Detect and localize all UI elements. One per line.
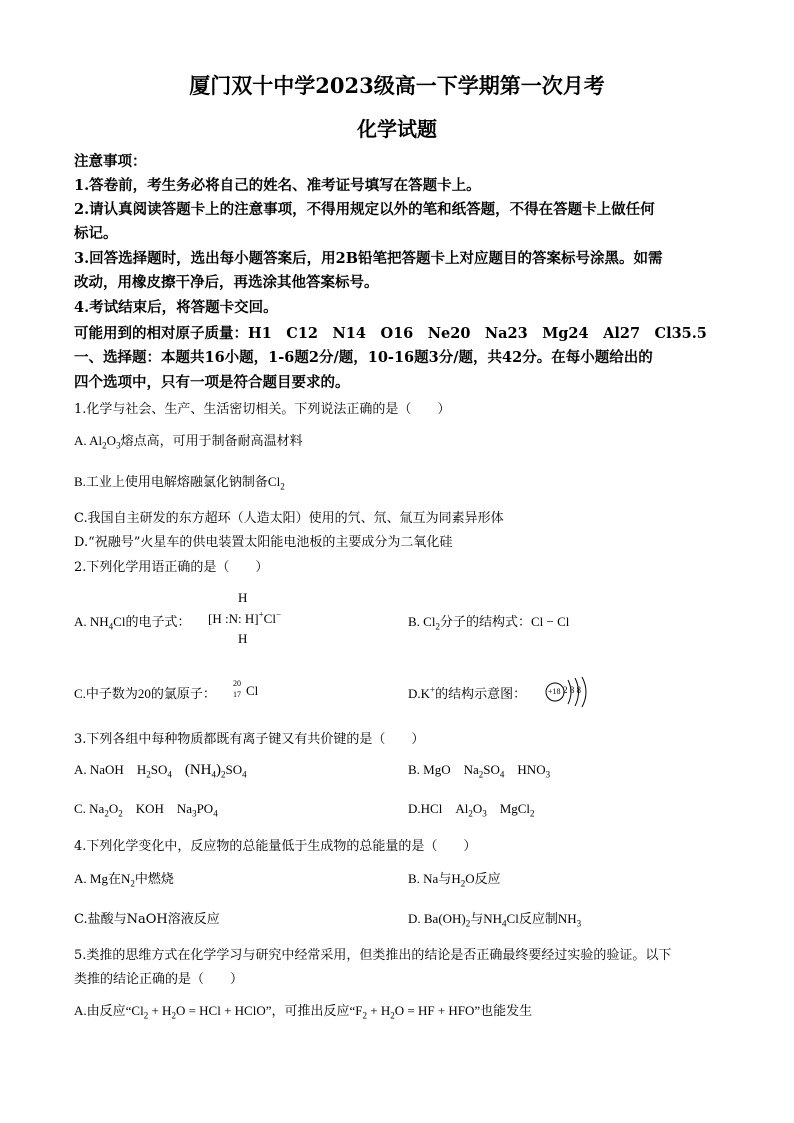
exam-title: 厦门双十中学2023级高一下学期第一次月考 [189, 73, 605, 98]
question-1-option-a: A. $Al_2O_3$熔点高，可用于制备耐高温材料 [74, 433, 303, 451]
question-2-option-b: B. $Cl_2$分子的结构式：Cl − Cl [408, 614, 570, 632]
shell-arc-3 [582, 677, 586, 707]
electron-formula: [H :N: H]+Cl− [208, 609, 282, 626]
question-5-option-a: A.由反应“$Cl_2 + H_2O$ = HCl + HClO”，可推出反应“$F_2 + H_2O$ = HF + HFO”也能发生 [74, 1003, 533, 1021]
note-1: 1.答卷前，考生务必将自己的姓名、准考证号填写在答题卡上。 [74, 177, 481, 194]
question-3-option-a: A. NaOH $H_2SO_4$ $(NH_4)_2SO_4$ [74, 762, 247, 780]
notes-heading: 注意事项： [74, 153, 147, 170]
question-5-stem-line-1: 5.类推的思维方式在化学学习与研究中经常采用，但类推出的结论是否正确最终要经过实验的验证。以下 [74, 948, 672, 963]
question-1-stem: 1.化学与社会、生产、生活密切相关。下列说法正确的是（ ） [74, 402, 451, 417]
nucleus-charge: +18 [548, 687, 561, 696]
note-2-line-2: 标记。 [74, 225, 118, 242]
question-2-option-c: C.中子数为20的氯原子： [74, 686, 216, 701]
question-4-option-b: B. Na与$H_2O$反应 [408, 871, 501, 889]
question-3-stem: 3.下列各组中每种物质都既有离子键又有共价键的是（ ） [74, 732, 425, 747]
section-heading-line-2: 四个选项中，只有一项是符合题目要求的。 [74, 374, 350, 391]
note-3-line-2: 改动，用橡皮擦干净后，再选涂其他答案标号。 [74, 274, 379, 291]
section-heading-line-1: 一、选择题：本题共16小题，1-6题2分/题，10-16题3分/题，共42分。在每小题给出的 [74, 349, 653, 366]
note-3-line-1: 3.回答选择题时，选出每小题答案后，用2B铅笔把答题卡上对应题目的答案标号涂黑。如需 [74, 250, 663, 267]
question-4-option-a: A. Mg在$N_2$中燃烧 [74, 871, 174, 889]
question-2-option-d: D.K+的结构示意图： [408, 684, 527, 701]
electron-formula-bottom-h: H [238, 631, 248, 646]
question-3-option-c: C. $Na_2O_2$ KOH $Na_3PO_4$ [74, 801, 218, 819]
question-1-option-c: C.我国自主研发的东方超环（人造太阳）使用的氕、氘、氚互为同素异形体 [74, 511, 504, 526]
question-1-option-b: B.工业上使用电解熔融氯化钠制备$Cl_2$ [74, 474, 285, 492]
note-2-line-1: 2.请认真阅读答题卡上的注意事项，不得用规定以外的笔和纸答题，不得在答题卡上做任何 [74, 201, 655, 218]
note-4: 4.考试结束后，将答题卡交回。 [74, 299, 278, 316]
question-4-stem: 4.下列化学变化中，反应物的总能量低于生成物的总能量的是（ ） [74, 839, 477, 854]
isotope-symbol: Cl [246, 683, 259, 698]
question-2-stem: 2.下列化学用语正确的是（ ） [74, 560, 269, 575]
electron-formula-top-h: H [238, 590, 248, 605]
isotope-mass-number: 20 [233, 679, 241, 688]
question-2-option-a: A. $NH_4Cl$的电子式： [74, 614, 191, 632]
shell-electrons: 2 8 8 [563, 685, 581, 695]
question-4-option-d: D. $Ba(OH)_2$与$NH_4Cl$反应制$NH_3$ [408, 911, 582, 929]
atomic-masses: 可能用到的相对原子质量：H1 C12 N14 O16 Ne20 Na23 Mg24 Al27 Cl35.5 [74, 325, 707, 342]
question-4-option-c: C.盐酸与NaOH溶液反应 [74, 912, 220, 927]
question-3-option-d: D.HCl $Al_2O_3$ MgCl$_2$ [408, 801, 535, 819]
isotope-atomic-number: 17 [233, 690, 241, 699]
question-3-option-b: B. MgO $Na_2SO_4$ $HNO_3$ [408, 762, 551, 780]
question-1-option-d: D.“祝融号”火星车的供电装置太阳能电池板的主要成分为二氧化硅 [74, 535, 453, 550]
question-5-stem-line-2: 类推的结论正确的是（ ） [74, 972, 244, 987]
exam-subtitle: 化学试题 [357, 117, 437, 141]
